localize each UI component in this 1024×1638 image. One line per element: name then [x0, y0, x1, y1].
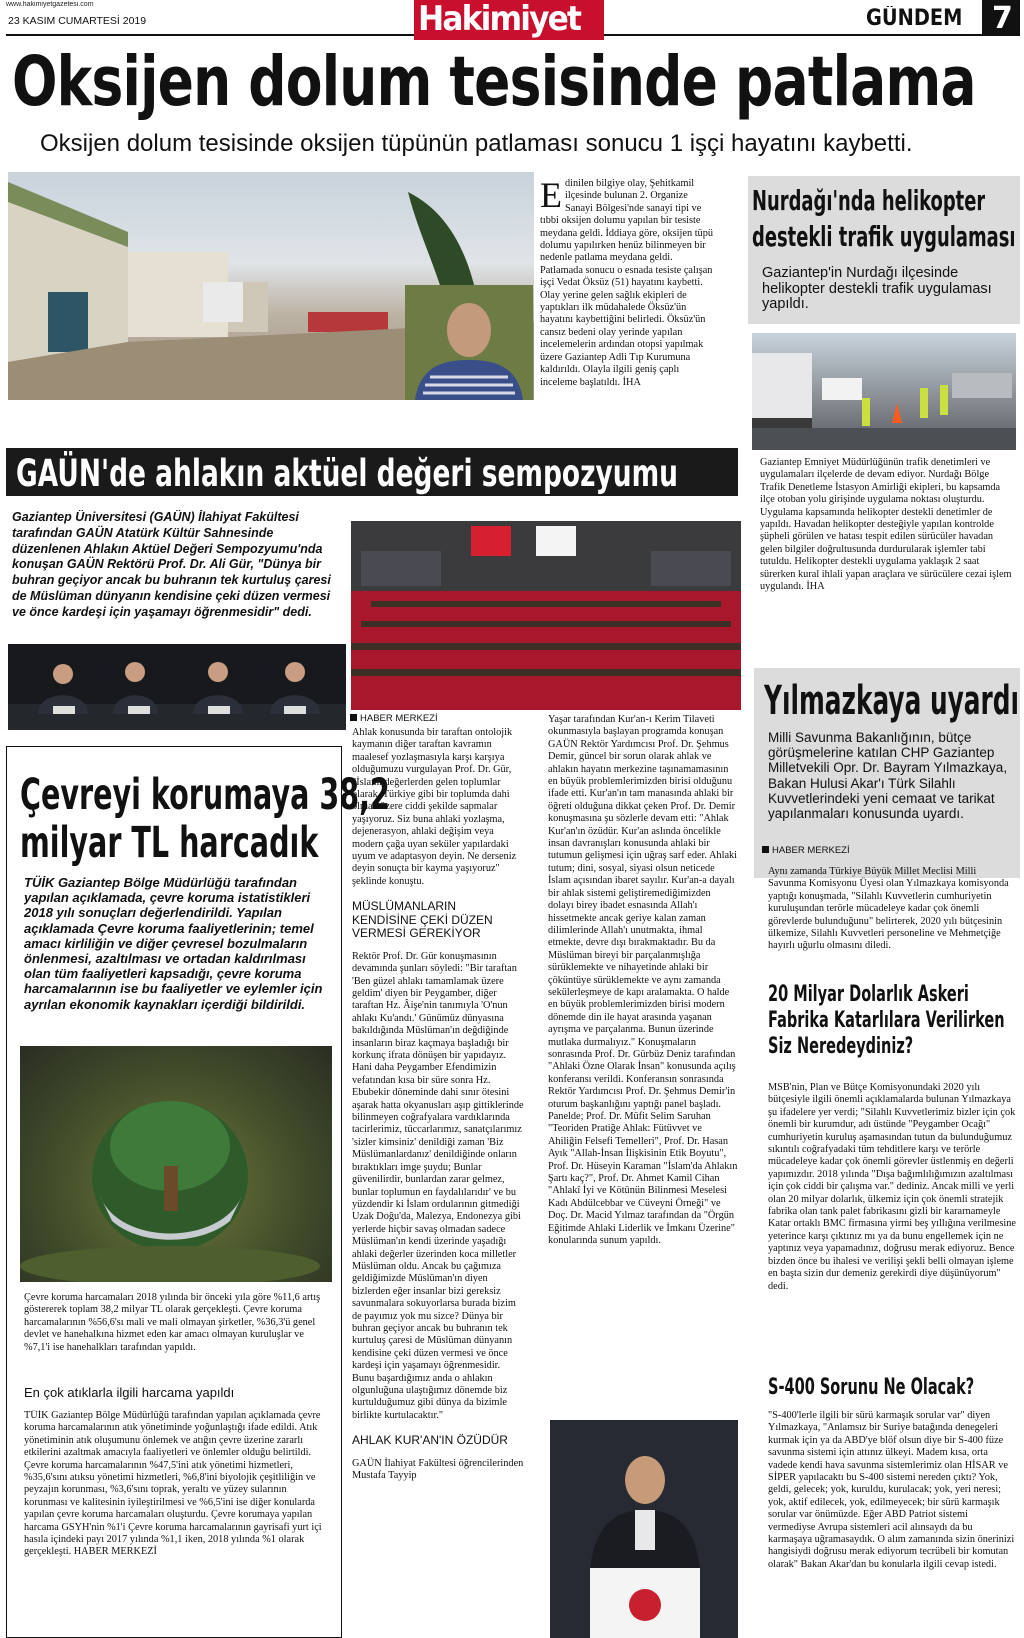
gaun-col1-p2: Rektör Prof. Dr. Gür konuşmasının devamında şunları söyledi: "Bir taraftan 'Ben güzel ahlakı tamamlamak üzere geldim' diyen bir Peygamber, diğer taraftan Hz. Âişe'nin tanımıyla 'O'nun ahlakı Ku'andı.' Günümüz dünyasına bakıldığında Müslüman'ın değdiğinde insanların biraz kaçmaya başladığı bir korkunç ifrata dönüşen bir yapıdayız. Hani daha Peygamber Efendimizin vefatından kısa bir süre sonra Hz. Ebubekir döneminde dahi sınır ötesini aşarak hatta okyanusları aşıp gittiklerinde bilinmeyen coğrafyalara vardıklarında tacirlerimiz, tüccarlarımız, sanatçılarımız 'sizler kimsiniz' denildiği zaman 'Biz Müslümanlardanız' denildiğinde onların bıraktıkları imge şuydu; Bunlar güvenilirdir, bunlardan zarar gelmez, bunlar toplumun en faydalılarıdır' ve bu yüzdendir ki İslam ordularının gitmediği Uzak Doğu'da, Malezya, Endonezya gibi yerlerde hiçbir savaş olmadan sadece Müslüman'ın kendi üzerinde yaşadığı ahlaki değerler üzerinden koca milletler Müslüman oldu. Ancak bu çağımıza geldiğimizde Müslüman'ın diyen bizlerden eğer insanlar bizi gereksiz savunmalara sokuyorlarsa burada bizim de payımız yok mu sizce? Dünya bir buhran geçiyor ancak bu buhranın tek kurtuluş çaresi de Müslüman dünyanın kendisine çeki düzen vermesi ve önce kardeşi için yaşamayı öğrenmesidir. Bunu başardığımız anda o ahlakın olgunluğuna ulaştığımız dönemde biz kurtulduğumuz gibi dünya da bizimle birlikte kurtulacaktır.": [352, 950, 524, 1421]
drop-cap: E: [540, 178, 562, 215]
yilmazkaya-byline-text: HABER MERKEZİ: [772, 845, 850, 856]
byline-square-icon-2: [762, 846, 769, 853]
cevre-headline-2: milyar TL harcadık: [20, 818, 319, 868]
yilmazkaya-body-3: "S-400'lerle ilgili bir sürü karmaşık sorular var" diyen Yılmazkaya, "Anlamsız bir Suriye batağında denegeleri kurmak için ya da ABD'ye blöf olsun diye bir S-400 füze savunma sistemi için attınız ülkeyi. Madem kısa, orta vadede kendi hava savunma sistemlerimiz olan HİSAR ve SİPER yapılacaktı bu S-400 sistemi nereden çıktı? Yok, geldi, gelecek; yok, kuruldu, kurulacak; yok, yeri neresi; yok, aktif edilecek, yok, edilmeyecek; bir sürü karmaşık sorular var önümüzde. Eğer ABD Patriot sistemi vermediyse Avrupa sistemleri acil alınsaydı da bu karmaşaya uğramasaydık. O alım zamanında sizin önerinizi hangisiydi doğrusu merak ediyorum tecrübeli bir komutan olarak" Bakan Akar'dan bu konularla ilgili cevap istedi.: [768, 1410, 1015, 1570]
yilmazkaya-subhead: Milli Savunma Bakanlığının, bütçe görüşmelerine katılan CHP Gaziantep Milletvekili Opr. Dr. Bayram Yılmazkaya, Bakan Hulusi Akar'ı Türk Silahlı Kuvvetlerindeki yeni cemaat ve tarikat yapılanmaları konusunda uyardı.: [768, 730, 1008, 822]
gaun-col1-p1: Ahlak konusunda bir taraftan ontolojik kaymanın diğer taraftan kavramın maalesef yozlaşmasıyla karşı karşıya olduğumuzu vurgulayan Prof. Dr. Gür, "İslami değerlerden gelen toplumlar olarak, Türkiye gibi bir toplumda dahi olmak üzere ciddi şekilde sapmalar yaşıyoruz. Siz buna ahlaki yozlaşma, dejenerasyon, ahlaki değişim veya modern çağa uyan seküler yapılardaki uyum ve adaptasyon deyin. Ne derseniz deyin sonuçta bir kayma yaşıyoruz" şeklinde konuştu.: [352, 727, 517, 887]
masthead-logo: [414, 0, 604, 40]
cevre-headline-1: Çevreyi korumaya 38,2: [20, 770, 390, 820]
yilmazkaya-headline: Yılmazkaya uyardı: [764, 678, 1020, 724]
cevre-subhead: En çok atıklarla ilgili harcama yapıldı: [24, 1385, 235, 1400]
nurdagi-headline-1: Nurdağı'nda helikopter: [752, 184, 986, 217]
nurdagi-body: Gaziantep Emniyet Müdürlüğünün trafik denetimleri ve uygulamaları ilçelerde de devam ediyor. Nurdağı Bölge Trafik Denetleme İstasyon Amirliği ekipleri, bu kapsamda ilçe otoban yolu girişinde uygulama noktası oluşturdu. Uygulama kapsamında helikopter destekli denetimler de yapıldı. Havadan helikopter desteğiyle yapılan kontrolde şüpheli görülen ve hatası tespit edilen sürücüler havadan gelen bilgiler doğrultusunda durdurularak işlemler tabi tutuldu. Helikopter destekli uygulama yaklaşık 2 saat sürerken kural ihlali yapan araçlara ve sürücülere cezai işlem uygulandı. İHA: [760, 457, 1012, 593]
speaker-photo: [550, 1420, 738, 1638]
auditorium-photo: [351, 521, 741, 710]
yilmazkaya-body-2: MSB'nin, Plan ve Bütçe Komisyonundaki 2020 yılı bütçesiyle ilgili önemli açıklamalarda bulunan Yılmazkaya şu ifadelere yer verdi; "Silahlı Kuvvetlerimiz bizler için çok önemli bir kurumdur, adı üstünde "Peygamber Ocağı" cumhuriyetin kuruluş aşamasından tutun da bulunduğumuz sıkıntılı coğrafyadaki tüm tehditlere karşı ve terörle mücadeleye kadar çok önemli görevler üstlenmiş en değerli yapımızdır. 2018 yılında "Dışa bağımlılığımızın azaltılması için çok ciddi bir çalışma var." dediniz. Ancak milli ve yerli olan 20 milyar dolarlık, ülkemiz için çok önemli stratejik fabrika olan tank palet fabrikasını gizli bir kararnameyle Katar ortaklı BMC firmasına yirmi beş yıllığına verilmesine yeterince karşı çıktınız mı ya da bunu engellemek için ne yaptınız veya yapamadınız, doğrusu merak ediyoruz. Bence bizden önce bu ihalesi ve verilişi şekli belli olmayan işleme en başta sizin dur demeniz gerekirdi diye düşünüyorum" dedi.: [768, 1082, 1016, 1292]
page-number-box: [982, 0, 1020, 36]
yilmazkaya-body-1: Aynı zamanda Türkiye Büyük Millet Meclisi Milli Savunma Komisyonu Üyesi olan Yılmazkaya komisyonda yaptığı konuşmada, "Silahlı Kuvvetlerin cumhuriyetin kuruluşundan terörle mücadeleye kadar çok önemli görevlerde bulunduğunu" belirterek, 2020 yılı bütçesinin ülkemize, Silahlı Kuvvetleri personeline ve Mehmetçiğe hayırlı uğurlu olmasını diledi.: [768, 866, 1009, 952]
yilmazkaya-subhead-2: 20 Milyar Dolarlık Askeri Fabrika Katarlılara Verilirken Siz Neredeydiniz?: [768, 982, 1005, 1059]
yilmazkaya-byline: [762, 845, 850, 856]
cevre-body-2: TÜİK Gaziantep Bölge Müdürlüğü tarafından yapılan açıklamada çevre koruma harcamalarının atık yönetiminde yoğunlaştığı ifade edildi. Atık yönetiminin atık oluşumunu önlemek ve atığın çevre üzerine zararlı etkilerini azaltmak amacıyla faaliyetleri ve önlemler olduğu belirtildi. Çevre koruma harcamalarının %47,5'ini atık yönetimi hizmetleri, %35,6'sını atıksu yönetimi hizmetleri, %6,8'ini biyolojik çeşitliliğin ve peyzajın korunması, %3,6'sını toprak, yeraltı ve yüzey sularının korunması ve kalitesinin iyileştirilmesi ve %6,5'ini ise diğer konularda yapılan çevre koruma harcamaları oluşturdu. Çevre korumaya yapılan harcama GSYH'nin %1'i Çevre koruma harcamalarının gayrisafi yurt içi hasıla içindeki payı 2017 yılında %1,1 iken, 2018 yılında %1 olarak gerçekleşti. HABER MERKEZİ: [24, 1410, 322, 1558]
byline-square-icon: [350, 714, 357, 721]
gaun-lead: Gaziantep Üniversitesi (GAÜN) İlahiyat Fakültesi tarafından GAÜN Atatürk Kültür Sahnesinde düzenlenen Ahlakın Aktüel Değeri Sempozyumu'nda konuşan GAÜN Rektörü Prof. Dr. Ali Gür, "Dünya bir buhran geçiyor ancak bu buhranın tek kurtuluş çaresi de Müslüman dünyanın kendisine çeki düzen vermesi ve önce kardeşi için yaşamayı öğrenmesidir" dedi.: [12, 510, 331, 619]
nurdagi-headline-2: destekli trafik uygulaması: [752, 220, 1016, 253]
main-headline: Oksijen dolum tesisinde patlama: [12, 42, 976, 122]
logo-text: Hakimiyet: [418, 0, 581, 39]
cevre-lead: TÜİK Gaziantep Bölge Müdürlüğü tarafından yapılan açıklamada, çevre koruma istatistikleri 2018 yılı sonuçları değerlendirildi. Yapılan açıklamada Çevre koruma faaliyetlerinin; temel amacı kirliliğin ve diğer çevresel bozulmaların önlenmesi, azaltılması ve ortadan kaldırılması olan tüm faaliyetleri kapsadığı, çevre koruma harcamalarının ise bu faaliyetler ve eylemler için ayrılan ekonomik kaynakları içerdiği bildirildi.: [24, 875, 323, 1012]
main-story-body: [540, 178, 718, 438]
cevre-body-1: Çevre koruma harcamaları 2018 yılında bir önceki yıla göre %11,6 artış göstererek toplam 38,2 milyar TL olarak gerçekleşti. Çevre koruma harcamalarının %56,6'sı mali ve mali olmayan şirketler, %36,3'ü genel devlet ve hanehalkına hizmet eden kar amacı olmayan kuruluşlar ve %7,1'i ise hanehalkları tarafından yapıldı.: [24, 1292, 321, 1353]
gaun-column-1: [352, 727, 524, 1637]
panel-photo: [8, 644, 346, 730]
nurdagi-subhead: Gaziantep'in Nurdağı ilçesinde helikopter destekli trafik uygulaması yapıldı.: [762, 266, 992, 312]
yilmazkaya-subhead-3: S-400 Sorunu Ne Olacak?: [768, 1375, 975, 1400]
gaun-subhead-2: AHLAK KUR'AN'IN ÖZÜDÜR: [352, 1433, 508, 1448]
issue-date: 23 KASIM CUMARTESİ 2019: [8, 15, 147, 27]
globe-tree-photo: [20, 1046, 332, 1282]
gaun-byline-text: HABER MERKEZİ: [360, 713, 438, 724]
main-subhead: Oksijen dolum tesisinde oksijen tüpünün patlaması sonucu 1 işçi hayatını kaybetti.: [40, 130, 913, 157]
traffic-photo: [752, 333, 1016, 450]
section-label: GÜNDEM: [866, 6, 963, 31]
victim-portrait: [405, 285, 533, 400]
gaun-column-2: Yaşar tarafından Kur'an-ı Kerim Tilaveti okunmasıyla başlayan programda konuşan GAÜN Rektör Yardımcısı Prof. Dr. Şehmus Demir, güncel bir sorun olarak ahlak ve ahlakın hayatın merkezine taşınamamasının en büyük problemlerimizden birisi olduğunu ifade etti. Kur'an'ın tam manasında ahlaki bir öğreti olduğuna dikkat çeken Prof. Dr. Demir konuşmasına şu sözlerle devam etti: "Ahlak Kur'an'ın özüdür. Kur'an aslında öncelikle insan davranışları konusunda ahlaki bir tutumun gelişmesi için uğraş sarf eder. Ahlaki tutum; dini, sosyal, siyasi olsun neticede İslam açısından ibaret sayılır. Kur'an-a dayalı bir ahlak sistemi geliştiremediğimizden dolayı birey ibadet esnasında Allah'ı hissetmekte ancak geriye kalan zaman dilimlerinde Allah'ı unutmakta, ihmal etmekte, devre dışı bırakmaktadır. Bu da Müslüman bireyi bir parçalanmışlığa sürüklemekte ve nihayetinde ahlaki bir çöküntüye sürüklemekte ve aynı zamanda sekülerleşmeye de kapı aralamakta. O halde en büyük problemlerimizden birisi modern dönemde din ile hayat arasında yaşanan ayrışma ve parçalanma. Bunun üzerinde mutlaka durmalıyız." Konuşmaların sonrasında Prof. Dr. Gürbüz Deniz tarafından "Ahlaki Özne Olarak İnsan" konusunda açılış konferansı verildi. Konferansın sonrasında Rektör Yardımcısı Prof. Dr. Şehmus Demir'in oturum başkanlığını yaptığı panel başladı. Panelde; Prof. Dr. Müfit Selim Saruhan "Teoriden Pratiğe Ahlak: Fütüvvet ve Ahiliğin Felsefi Temelleri", Prof. Dr. Hasan Ayık "Allah-İnsan İlişkisinin Etik Boyutu", Prof. Dr. Hüseyin Karaman "İslam'da Ahlakın Şartı kaç?", Prof. Dr. Ahmet Kamil Cihan "Ahlakî İyi ve Kötünün Bilinmesi Meselesi Kadı Abdülcebbar ve Cüveyni Örneği" ve Doç. Dr. Macid Yılmaz tarafından da "Örgün Eğitimde Ahlaki Liderlik ve İmkanı Üzerine" konularında sunum yapıldı.: [548, 714, 738, 1247]
gaun-col1-p3: GAÜN İlahiyat Fakültesi öğrencilerinden Mustafa Tayyip: [352, 1457, 524, 1482]
gaun-headline-bar: [6, 448, 738, 496]
gaun-byline: [350, 713, 438, 724]
page-number: 7: [992, 1, 1013, 36]
main-story-text: dinilen bilgiye olay, Şehitkamil ilçesinde bulunan 2. Organize Sanayi Bölgesi'nde sanayi tipi ve tıbbi oksijen dolumu yapılan bir tesiste meydana geldi. İddiaya göre, oksijen tüpü dolumu yapılırken henüz bilinmeyen bir nedenle patlama meydana geldi. Patlamada sonucu o esnada tesiste çalışan işçi Vedat Öksüz (51) hayatını kaybetti. Olay yerine gelen sağlık ekipleri de yaptıkları ilk müdahalede Öksüz'ün hayatını kaybettiğini belirledi. Öksüz'ün cansız bedeni olay yerinde yapılan incelemelerin ardından otopsi yapılmak üzere Gaziantep Adli Tıp Kurumuna kaldırıldı. Olayla ilgili geniş çaplı inceleme başlatıldı. İHA: [540, 178, 713, 388]
gaun-headline: GAÜN'de ahlakın aktüel değeri sempozyumu: [16, 452, 678, 495]
gaun-subhead-1: MÜSLÜMANLARIN KENDİSİNE ÇEKİ DÜZEN VERMESİ GEREKİYOR: [352, 899, 493, 941]
website-url[interactable]: www.hakimiyetgazetesi.com: [6, 1, 94, 8]
